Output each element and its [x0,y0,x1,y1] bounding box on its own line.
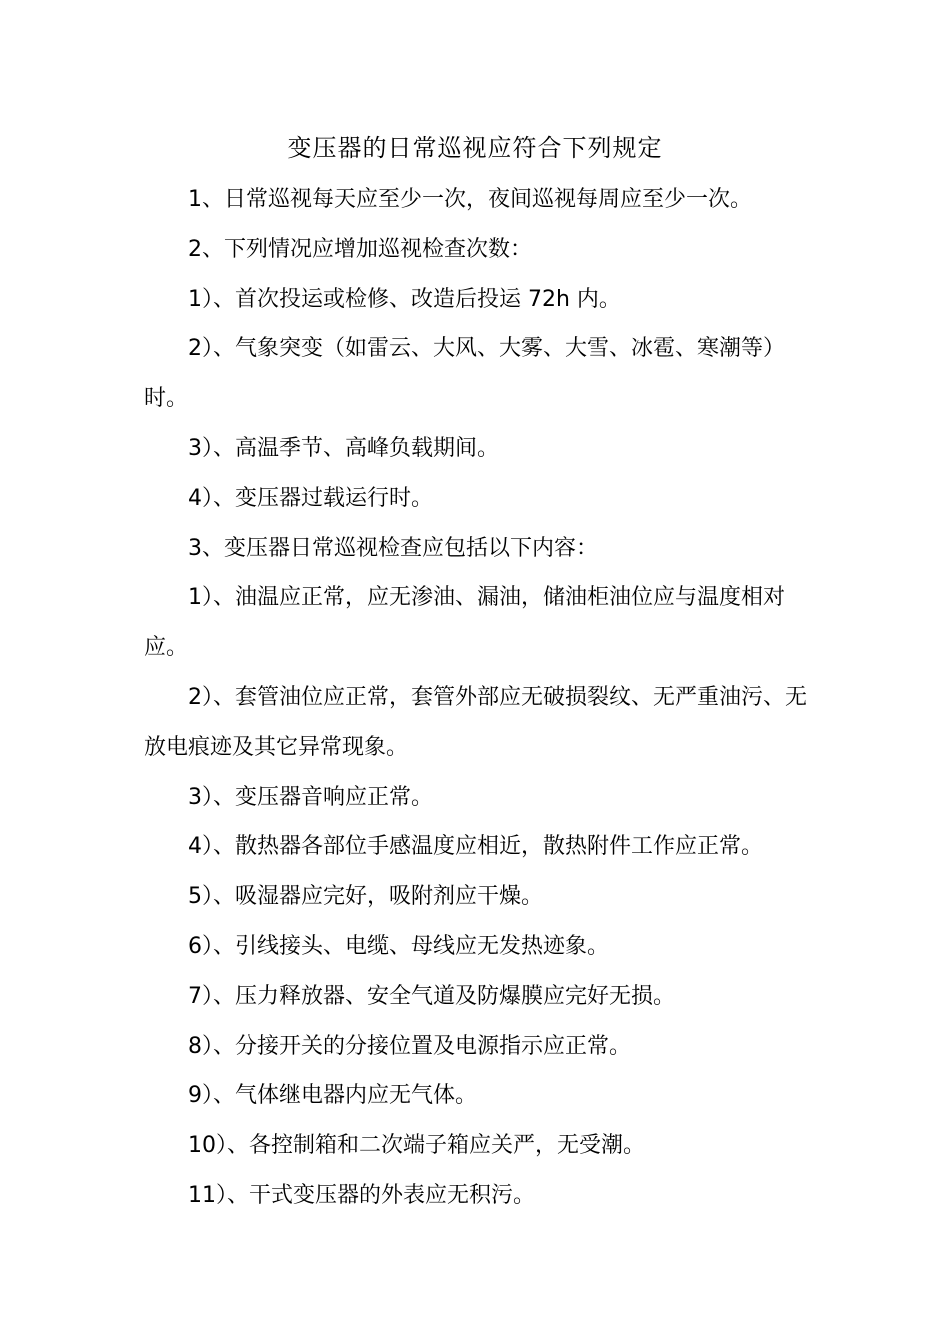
paragraph: 8）、分接开关的分接位置及电源指示应正常。 [188,1033,631,1059]
paragraph: 9）、气体继电器内应无气体。 [188,1083,477,1109]
paragraph: 2）、气象突变（如雷云、大风、大雾、大雪、冰雹、寒潮等）时。 [144,336,785,412]
paragraph: 11）、干式变压器的外表应无积污。 [188,1182,535,1208]
document-title: 变压器的日常巡视应符合下列规定 [287,134,663,162]
paragraph: 1）、首次投运或检修、改造后投运 72h 内。 [188,286,621,312]
paragraph: 10）、各控制箱和二次端子箱应关严，无受潮。 [188,1133,645,1159]
paragraph: 3）、变压器音响应正常。 [188,784,433,810]
paragraph: 1、日常巡视每天应至少一次，夜间巡视每周应至少一次。 [188,187,752,212]
paragraph: 4）、散热器各部位手感温度应相近，散热附件工作应正常。 [188,834,763,860]
paragraph: 7）、压力释放器、安全气道及防爆膜应完好无损。 [188,983,675,1009]
paragraph: 5）、吸湿器应完好，吸附剂应干燥。 [188,884,543,910]
paragraph: 1）、油温应正常，应无渗油、漏油，储油柜油位应与温度相对应。 [144,585,785,661]
document-body [144,175,809,1221]
paragraph: 3）、高温季节、高峰负载期间。 [188,435,499,461]
paragraph: 2、下列情况应增加巡视检查次数： [188,236,532,262]
paragraph: 2）、套管油位应正常，套管外部应无破损裂纹、无严重油污、无放电痕迹及其它异常现象。 [144,684,807,760]
paragraph: 6）、引线接头、电缆、母线应无发热迹象。 [188,933,609,959]
paragraph: 4）、变压器过载运行时。 [188,485,433,511]
paragraph: 3、变压器日常巡视检查应包括以下内容： [188,535,598,561]
